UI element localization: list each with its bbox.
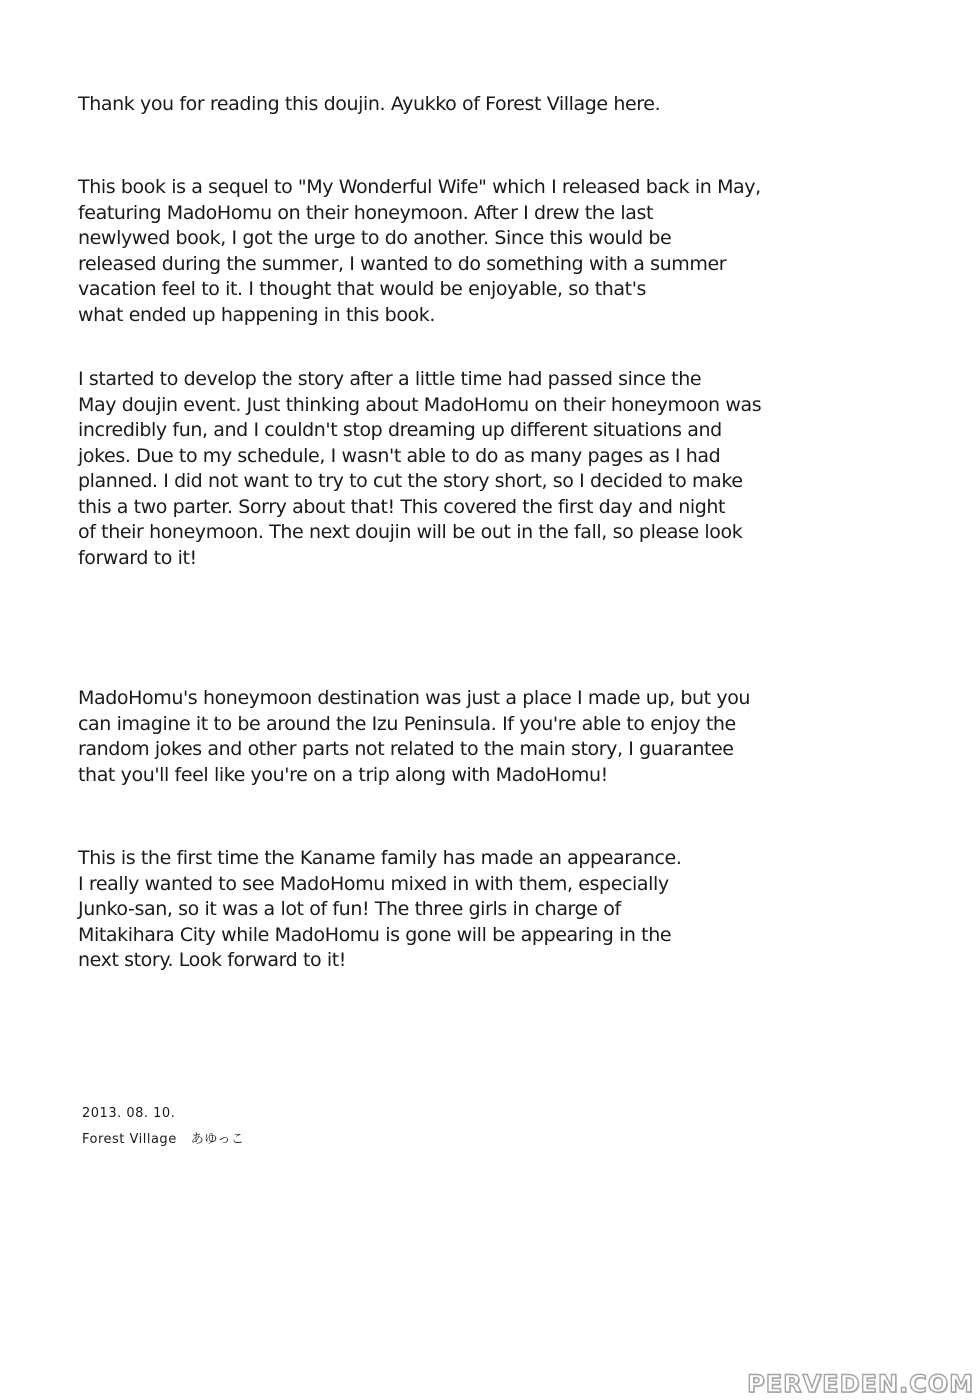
paragraph-kaname-family <box>78 846 768 974</box>
text-line: vacation feel to it. I thought that would be enjoyable, so that's <box>78 278 647 300</box>
text-line: this a two parter. Sorry about that! This covered the first day and night <box>78 495 726 518</box>
text-line: that you'll feel like you're on a trip along with MadoHomu! <box>78 763 608 786</box>
text-line: planned. I did not want to try to cut the story short, so I decided to make <box>78 470 743 492</box>
text-line: forward to it! <box>78 546 197 569</box>
text-line: This is the first time the Kaname family has made an appearance. <box>78 847 682 869</box>
text-line: next story. Look forward to it! <box>78 949 347 971</box>
text-line: Mitakihara City while MadoHomu is gone will be appearing in the <box>78 923 672 946</box>
text-line: I really wanted to see MadoHomu mixed in with them, especially <box>78 872 669 895</box>
text-line: Thank you for reading this doujin. Ayukko of Forest Village here. <box>78 93 661 115</box>
text-line: Junko-san, so it was a lot of fun! The three girls in charge of <box>78 898 621 920</box>
watermark-logo: PERVEDEN.COM <box>747 1370 974 1398</box>
text-line: I started to develop the story after a little time had passed since the <box>78 368 702 390</box>
paragraph-development <box>78 367 768 571</box>
paragraph-sequel <box>78 175 768 328</box>
text-line: featuring MadoHomu on their honeymoon. After I drew the last <box>78 201 654 224</box>
text-line: of their honeymoon. The next doujin will be out in the fall, so please look <box>78 521 743 543</box>
paragraph-intro <box>78 92 768 118</box>
text-line: what ended up happening in this book. <box>78 303 436 326</box>
text-line: May doujin event. Just thinking about MadoHomu on their honeymoon was <box>78 393 762 416</box>
paragraph-destination <box>78 686 768 788</box>
text-line: MadoHomu's honeymoon destination was just a place I made up, but you <box>78 687 751 709</box>
signature-date: 2013. 08. 10. <box>82 1106 176 1121</box>
text-line: newlywed book, I got the urge to do another. Since this would be <box>78 227 672 249</box>
signature-line <box>82 1127 245 1153</box>
text-line: jokes. Due to my schedule, I wasn't able to do as many pages as I had <box>78 444 721 467</box>
text-line: This book is a sequel to "My Wonderful Wife" which I released back in May, <box>78 176 761 198</box>
signature-block <box>82 1101 245 1153</box>
text-line: released during the summer, I wanted to do something with a summer <box>78 252 727 275</box>
signature-circle: Forest Village <box>82 1132 177 1147</box>
text-line: incredibly fun, and I couldn't stop dreaming up different situations and <box>78 419 722 441</box>
text-line: random jokes and other parts not related to the main story, I guarantee <box>78 738 734 760</box>
text-line: can imagine it to be around the Izu Peninsula. If you're able to enjoy the <box>78 712 736 735</box>
signature-author: あゆっこ <box>190 1132 245 1147</box>
